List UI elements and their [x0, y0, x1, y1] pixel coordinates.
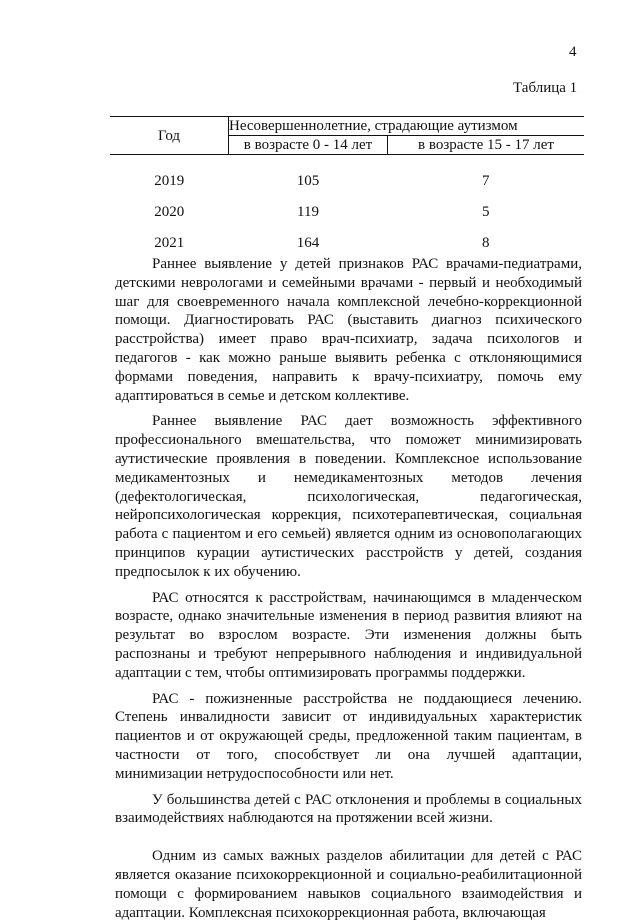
- paragraph: РАС - пожизненные расстройства не поддающиеся лечению. Степень инвалидности зависит от индивидуальных характеристик пациентов и от окружающей среды, предложенной таким пациентам, в частности от того, способствует ли она лучшей адаптации, минимизации нетрудоспособности или нет.: [115, 690, 582, 782]
- table-caption: Таблица 1: [513, 80, 578, 96]
- age-15-17-cell: 8: [482, 235, 490, 251]
- age-15-17-header: в возрасте 15 - 17 лет: [388, 136, 585, 155]
- paragraph: Раннее выявление у детей признаков РАС врачами-педиатрами, детскими неврологами и семейными врачами - первый и необходимый шаг для своевременного начала комплексной лечебно-коррекционной помощи. Диагностировать РАС (выставить диагноз психического расстройства) имеет право врач-психиатр, задача психологов и педагогов - как можно раньше выявить ребенка с отклоняющимися формами поведения, направить к врачу-психиатру, помочь ему адаптироваться в семье и детском коллективе.: [115, 256, 582, 404]
- minors-group-header: Несовершеннолетние, страдающие аутизмом: [229, 117, 585, 136]
- page-number: 4: [569, 44, 577, 60]
- age-0-14-cell: 164: [296, 235, 320, 251]
- paragraph: РАС относятся к расстройствам, начинающимся в младенческом возрасте, однако значительные изменения в период развития влияют на результат во взрослом возрасте. Эти изменения должны быть распознаны и требуют непрерывного наблюдения и индивидуальной адаптации с тем, чтобы оптимизировать программы поддержки.: [115, 589, 582, 681]
- age-15-17-cell: 5: [482, 204, 490, 220]
- year-cell: 2020: [154, 204, 185, 220]
- year-cell: 2021: [154, 235, 185, 251]
- autism-statistics-table: [110, 116, 584, 259]
- body-text: [115, 255, 582, 922]
- paragraph: Раннее выявление РАС дает возможность эффективного профессионального вмешательства, что поможет минимизировать аутистические проявления в поведении. Комплексное использование медикаментозных и немедикаментозных методов лечения (дефектологическая, психологическая, педагогическая, нейропсихологическая коррекция, психотерапевтическая, социальная работа с пациентом и его семьей) является одним из основополагающих принципов курации аутистических расстройств у детей, создания предпосылок к их обучению.: [115, 413, 582, 580]
- year-cell: 2019: [154, 173, 185, 189]
- paragraph: У большинства детей с РАС отклонения и проблемы в социальных взаимодействиях наблюдаются на протяжении всей жизни.: [115, 791, 582, 827]
- paragraph: Одним из самых важных разделов абилитации для детей с РАС является оказание психокоррекционной и социально-реабилитационной помощи с формированием навыков социального взаимодействия и адаптации. Комплексная психокоррекционная работа, включающая: [115, 848, 582, 921]
- table-row: [110, 197, 584, 228]
- age-15-17-cell: 7: [482, 173, 490, 189]
- year-column-header: Год: [110, 117, 229, 155]
- age-0-14-cell: 105: [296, 173, 320, 189]
- age-0-14-cell: 119: [297, 204, 319, 220]
- table-row: [110, 166, 584, 197]
- age-0-14-header: в возрасте 0 - 14 лет: [229, 136, 388, 155]
